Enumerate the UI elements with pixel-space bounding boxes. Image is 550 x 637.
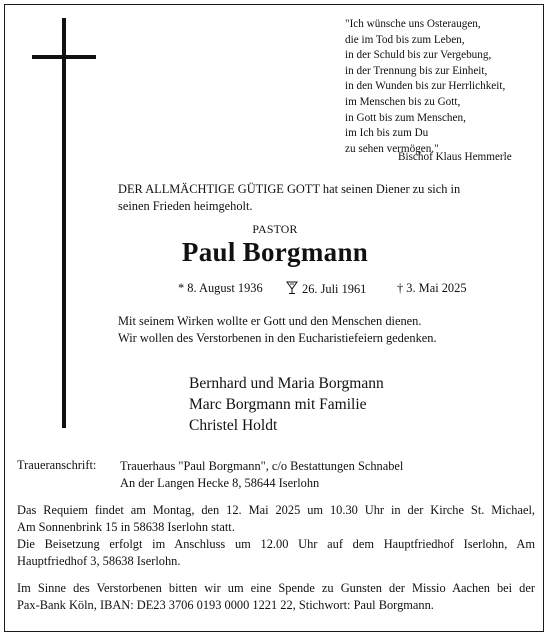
poem-line: in der Schuld bis zur Vergebung, — [345, 49, 492, 62]
poem-line: zu sehen vermögen." — [345, 142, 439, 155]
service-line: Das Requiem findet am Montag, den 12. Mai 2025 um 10.30 Uhr in der Kirche St. Michael, — [17, 503, 535, 517]
mourning-address — [120, 458, 403, 492]
poem-line: in Gott bis zum Menschen, — [345, 111, 466, 124]
donation-line: Pax-Bank Köln, IBAN: DE23 3706 0193 0000 1221 22, Stichwort: Paul Borgmann. — [17, 598, 434, 612]
donation-line: Im Sinne des Verstorbenen bitten wir um eine Spende zu Gunsten der Missio Aachen bei der — [17, 581, 535, 595]
donation-request — [17, 580, 535, 614]
mourner-name: Bernhard und Maria Borgmann — [189, 375, 384, 392]
service-line: Die Beisetzung erfolgt im Anschluss um 12.00 Uhr auf dem Hauptfriedhof Iserlohn, Am — [17, 537, 535, 551]
cross-horizontal-bar — [32, 55, 96, 59]
poem-quote — [345, 17, 545, 157]
address-line: An der Langen Hecke 8, 58644 Iserlohn — [120, 476, 320, 490]
address-line: Trauerhaus "Paul Borgmann", c/o Bestattungen Schnabel — [120, 459, 404, 473]
announcement-line: DER ALLMÄCHTIGE GÜTIGE GOTT hat seinen Diener zu sich in — [118, 182, 461, 196]
ordination-date-group — [286, 281, 366, 297]
poem-line: im Ich bis zum Du — [345, 127, 429, 140]
service-line: Am Sonnenbrink 15 in 58638 Iserlohn statt. — [17, 520, 235, 534]
poem-line: "Ich wünsche uns Osteraugen, — [345, 18, 481, 30]
service-details — [17, 502, 535, 570]
poem-author: Bischof Klaus Hemmerle — [398, 151, 512, 163]
poem-line: die im Tod bis zum Leben, — [345, 33, 465, 46]
death-date: † 3. Mai 2025 — [397, 281, 467, 295]
mourner-name: Christel Holdt — [189, 417, 278, 434]
poem-line: in den Wunden bis zur Herrlichkeit, — [345, 80, 506, 93]
deceased-title: PASTOR — [252, 222, 298, 236]
tribute-line: Mit seinem Wirken wollte er Gott und den Menschen dienen. — [118, 314, 422, 328]
mourner-name: Marc Borgmann mit Familie — [189, 396, 367, 413]
death-announcement — [118, 181, 528, 215]
chalice-icon — [286, 281, 298, 295]
tribute-line: Wir wollen des Verstorbenen in den Eucharistiefeiern gedenken. — [118, 331, 437, 345]
tribute-text — [118, 313, 538, 347]
address-label: Traueranschrift: — [17, 458, 97, 472]
ordination-date: 26. Juli 1961 — [302, 282, 367, 296]
birth-date: * 8. August 1936 — [178, 281, 263, 295]
deceased-name: Paul Borgmann — [181, 237, 369, 267]
announcement-line: seinen Frieden heimgeholt. — [118, 199, 253, 213]
mourners-list — [189, 373, 384, 436]
service-line: Hauptfriedhof 3, 58638 Iserlohn. — [17, 554, 181, 568]
poem-line: im Menschen bis zu Gott, — [345, 95, 461, 108]
poem-line: in der Trennung bis zur Einheit, — [345, 64, 488, 77]
